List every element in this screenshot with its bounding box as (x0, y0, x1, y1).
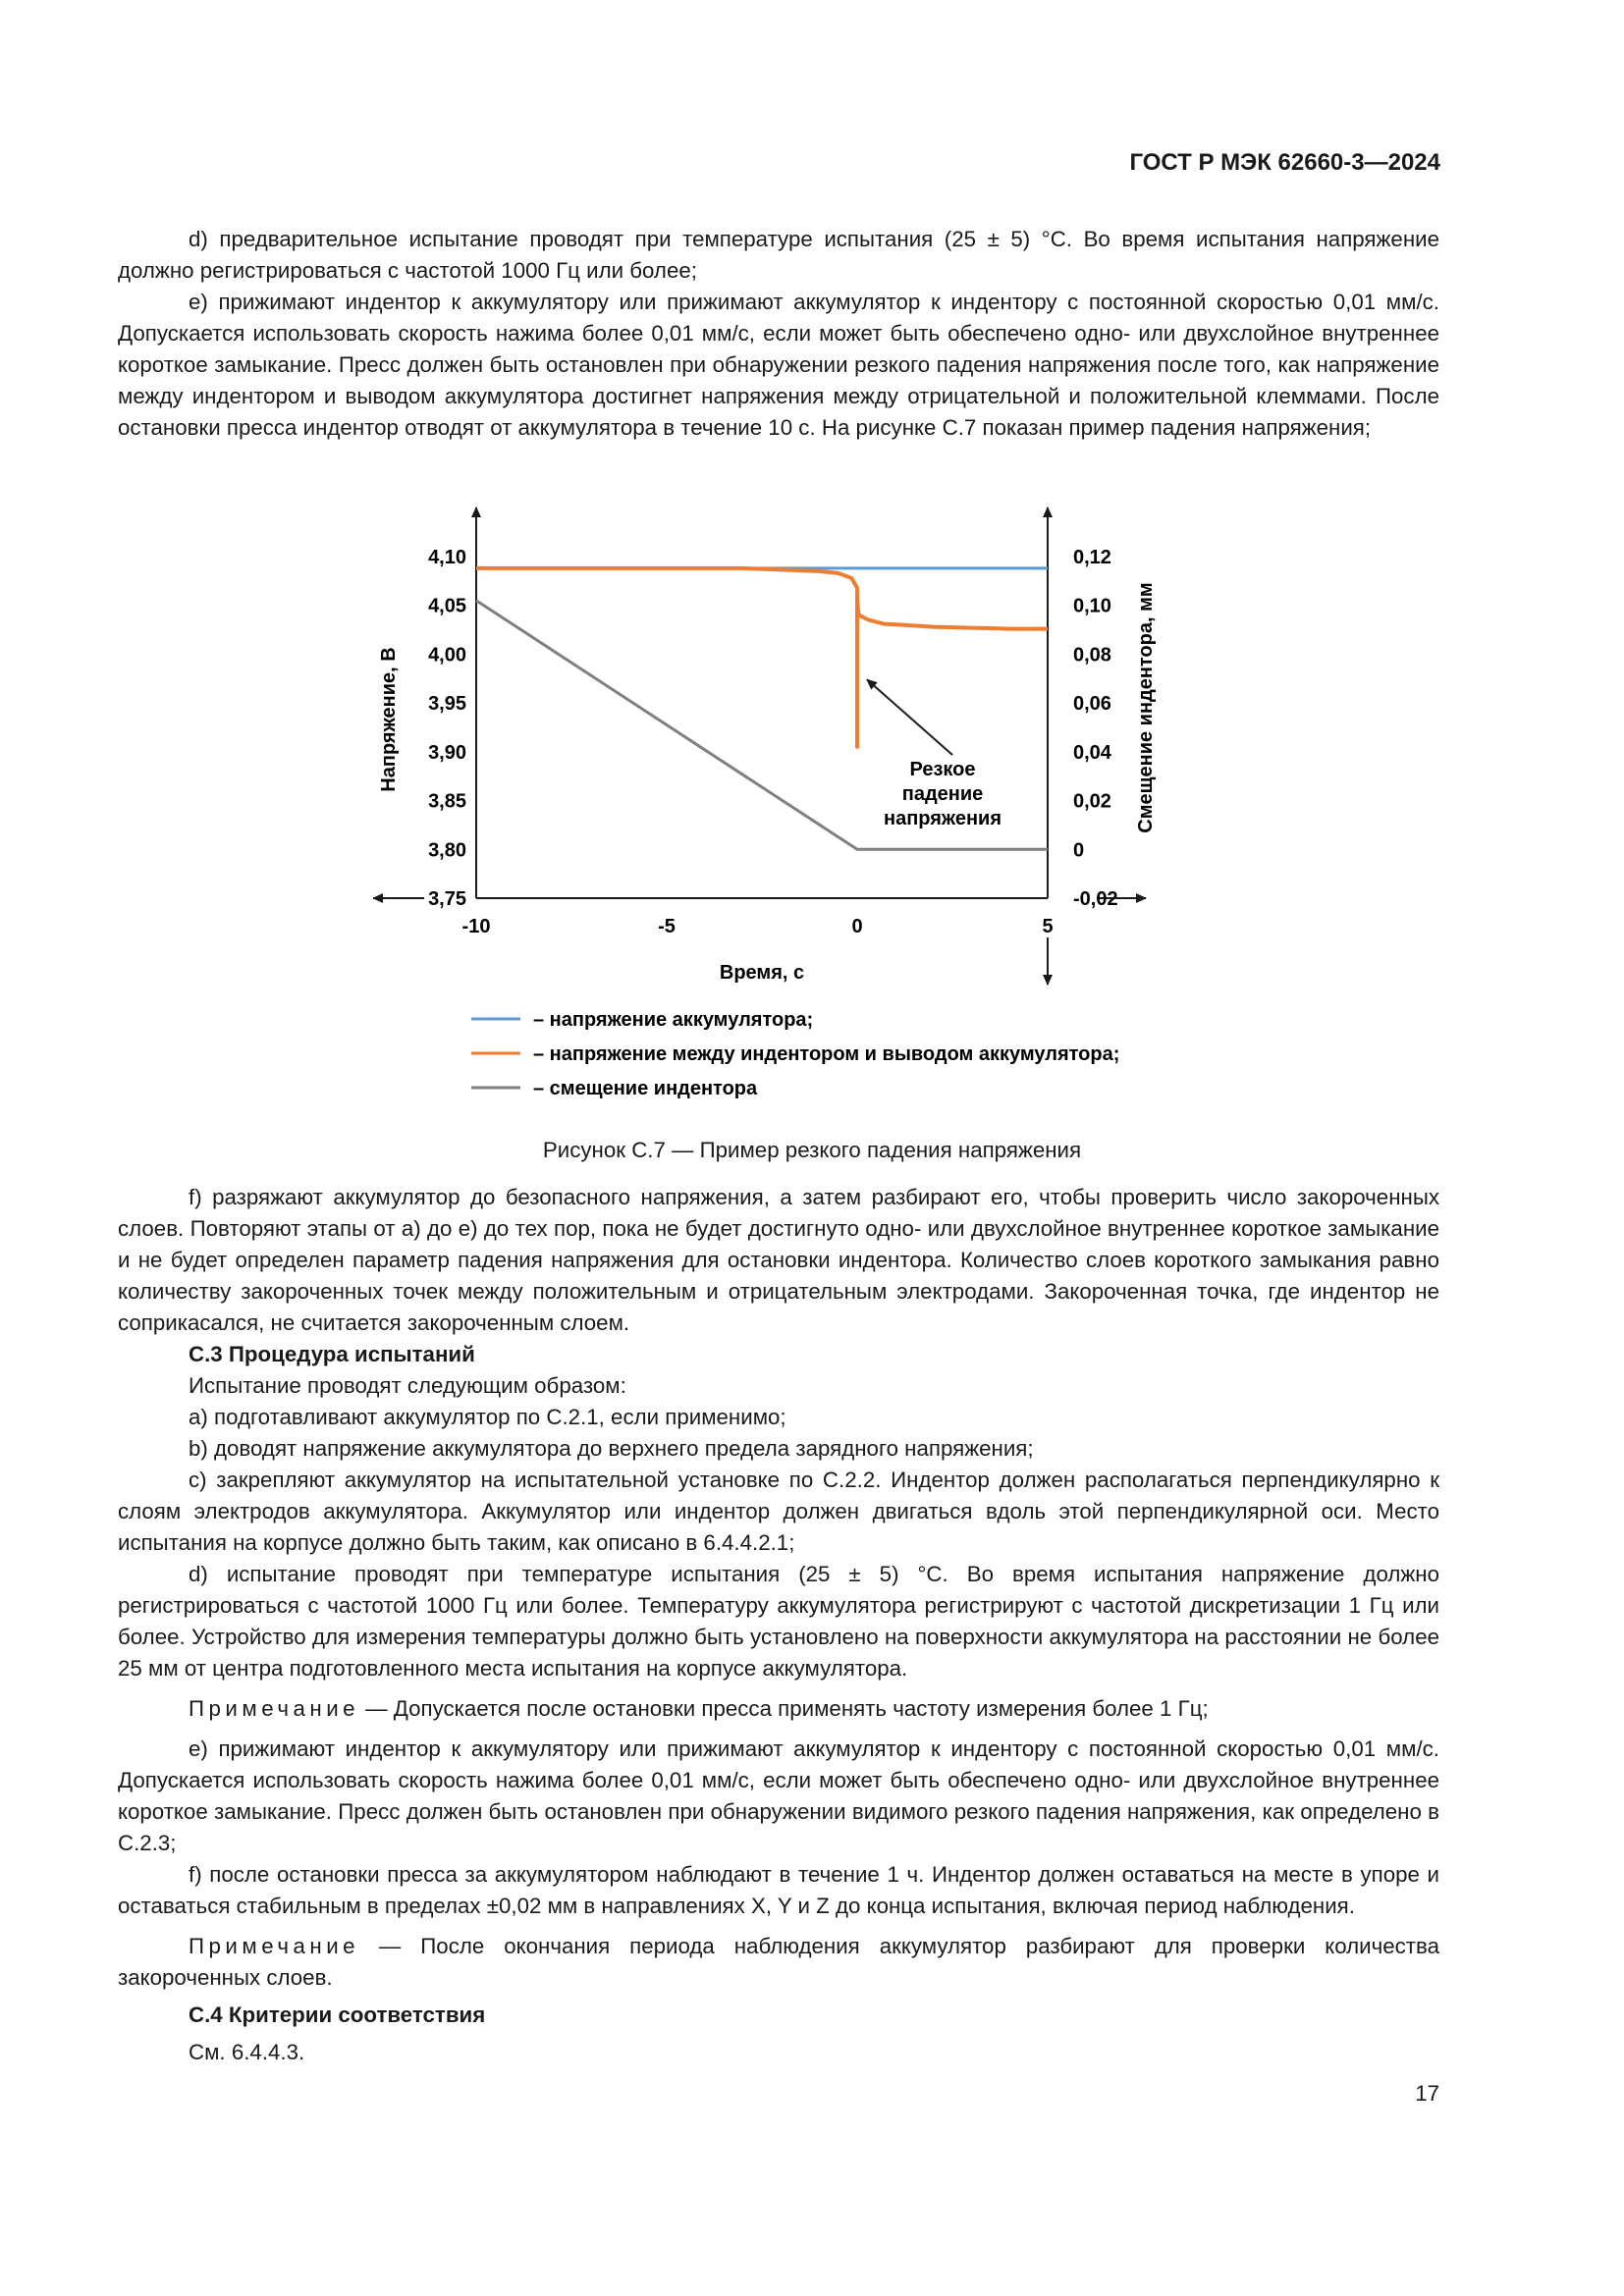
x-tick-label: 5 (1042, 916, 1054, 937)
y-tick-label: 3,85 (428, 790, 466, 813)
chart-annotation (867, 679, 1001, 829)
chart-legend (471, 1009, 1119, 1099)
note-1-text: — Допускается после остановки пресса применять частоту измерения более 1 Гц; (359, 1696, 1209, 1721)
y-tick-label: 3,95 (428, 693, 466, 716)
note-1 (118, 1693, 1439, 1725)
y2-tick-label: 0 (1073, 839, 1085, 862)
paragraph-f: f) разряжают аккумулятор до безопасного напряжения, а затем разбирают его, чтобы проверить число закороченных слоев. Повторяют этапы от а) до е) до тех пор, пока не будет достигнуто одно- или двухслойное внутреннее короткое замыкание и не будет определен параметр падения напряжения для остановки индентора. Количество слоев короткого замыкания равно количеству закороченных точек между положительным и отрицательным электродами. Закороченная точка, где индентор не соприкасался, не считается закороченным слоем. (118, 1185, 1439, 1335)
chart-axes (373, 507, 1146, 985)
y-tick-label: 3,90 (428, 741, 466, 764)
c3-intro: Испытание проводят следующим образом: (189, 1373, 626, 1398)
figure-caption: Рисунок С.7 — Пример резкого падения напряжения (542, 1138, 1082, 1162)
c3-item-f: f) после остановки пресса за аккумулятором наблюдают в течение 1 ч. Индентор должен оставаться на месте в упоре и оставаться стабильным в пределах ±0,02 мм в направлениях X, Y и Z до конца испытания, включая период наблюдения. (118, 1862, 1439, 1918)
y2-tick-label: 0,06 (1073, 693, 1111, 716)
c3-item-a: а) подготавливают аккумулятор по С.2.1, если применимо; (189, 1405, 786, 1429)
y-tick-label: 4,00 (428, 644, 466, 667)
paragraph-d-pretest: d) предварительное испытание проводят при температуре испытания (25 ± 5) °C. Во время испытания напряжение должно регистрироваться с частотой 1000 Гц или более; (118, 227, 1439, 283)
voltage-drop-chart (373, 496, 1188, 1124)
x-tick-label: 0 (851, 916, 863, 937)
y-tick-label: 3,80 (428, 839, 466, 862)
annotation-label: напряжения (884, 808, 1001, 829)
y2-tick-label: 0,02 (1073, 790, 1111, 813)
x-tick-label: -5 (658, 916, 676, 937)
c3-item-e: е) прижимают индентор к аккумулятору или прижимают аккумулятор к индентору с постоянной скоростью 0,01 мм/с. Допускается использовать скорость нажима более 0,01 мм/с, если может быть обеспечено одно- или двухслойное внутреннее короткое замыкание. Пресс должен быть остановлен при обнаружении видимого резкого падения напряжения, как определено в С.2.3; (118, 1736, 1439, 1855)
y-axis-label: Напряжение, В (378, 647, 400, 792)
y2-tick-label: 0,08 (1073, 644, 1111, 667)
note-1-label: Примечание (189, 1696, 360, 1721)
body-text (118, 1182, 1439, 2109)
c4-text: См. 6.4.4.3. (189, 2040, 305, 2064)
heading-c4: С.4 Критерии соответствия (189, 2002, 486, 2027)
legend-label: – напряжение между индентором и выводом аккумулятора; (533, 1043, 1120, 1065)
y2-tick-label: 0,12 (1073, 547, 1111, 568)
note-2 (118, 1931, 1439, 1994)
y-tick-label: 3,75 (428, 888, 466, 910)
annotation-arrow (867, 679, 952, 755)
page-number: 17 (1415, 2081, 1439, 2106)
c3-item-c: с) закрепляют аккумулятор на испытательной установке по С.2.2. Индентор должен располагаться перпендикулярно к слоям электродов аккумулятора. Аккумулятор или индентор должен двигаться вдоль этой перпендикулярной оси. Место испытания на корпусе должно быть таким, как описано в 6.4.4.2.1; (118, 1468, 1439, 1555)
paragraph-e-pretest: e) прижимают индентор к аккумулятору или прижимают аккумулятор к индентору с постоянной скоростью 0,01 мм/с. Допускается использовать скорость нажима более 0,01 мм/с, если может быть обеспечено одно- или двухслойное внутреннее короткое замыкание. Пресс должен быть остановлен при обнаружении резкого падения напряжения после того, как напряжение между индентором и выводом аккумулятора достигнет напряжения между отрицательной и положительной клеммами. После остановки пресса индентор отводят от аккумулятора в течение 10 с. На рисунке С.7 показан пример падения напряжения; (118, 290, 1439, 440)
y2-tick-label: 0,04 (1073, 741, 1111, 764)
y-tick-label: 4,05 (428, 595, 466, 617)
c3-item-d: d) испытание проводят при температуре испытания (25 ± 5) °C. Во время испытания напряжение должно регистрироваться с частотой 1000 Гц или более. Температуру аккумулятора регистрируют с частотой дискретизации 1 Гц или более. Устройство для измерения температуры должно быть установлено на поверхности аккумулятора на расстоянии не более 25 мм от центра подготовленного места испытания на корпусе аккумулятора. (118, 1562, 1439, 1681)
annotation-label: Резкое (909, 759, 976, 780)
figure-c7 (373, 496, 1188, 1124)
note-2-label: Примечание (189, 1934, 360, 1958)
y-tick-label: 4,10 (428, 547, 466, 568)
legend-label: – смещение индентора (533, 1078, 758, 1099)
y2-tick-label: 0,10 (1073, 595, 1111, 617)
heading-c3: С.3 Процедура испытаний (189, 1342, 475, 1366)
c3-item-b: b) доводят напряжение аккумулятора до верхнего предела зарядного напряжения; (189, 1436, 1034, 1461)
legend-label: – напряжение аккумулятора; (533, 1009, 814, 1031)
y2-axis-label: Смещение индентора, мм (1135, 582, 1157, 833)
x-axis-label: Время, с (719, 962, 805, 984)
x-tick-label: -10 (461, 916, 491, 937)
intro-text (118, 224, 1439, 444)
document-id: ГОСТ Р МЭК 62660-3—2024 (1129, 149, 1440, 176)
note-2-text: — После окончания периода наблюдения аккумулятор разбирают для проверки количества закороченных слоев. (118, 1934, 1439, 1990)
annotation-label: падение (901, 783, 984, 805)
y2-tick-label: -0,02 (1073, 888, 1118, 910)
